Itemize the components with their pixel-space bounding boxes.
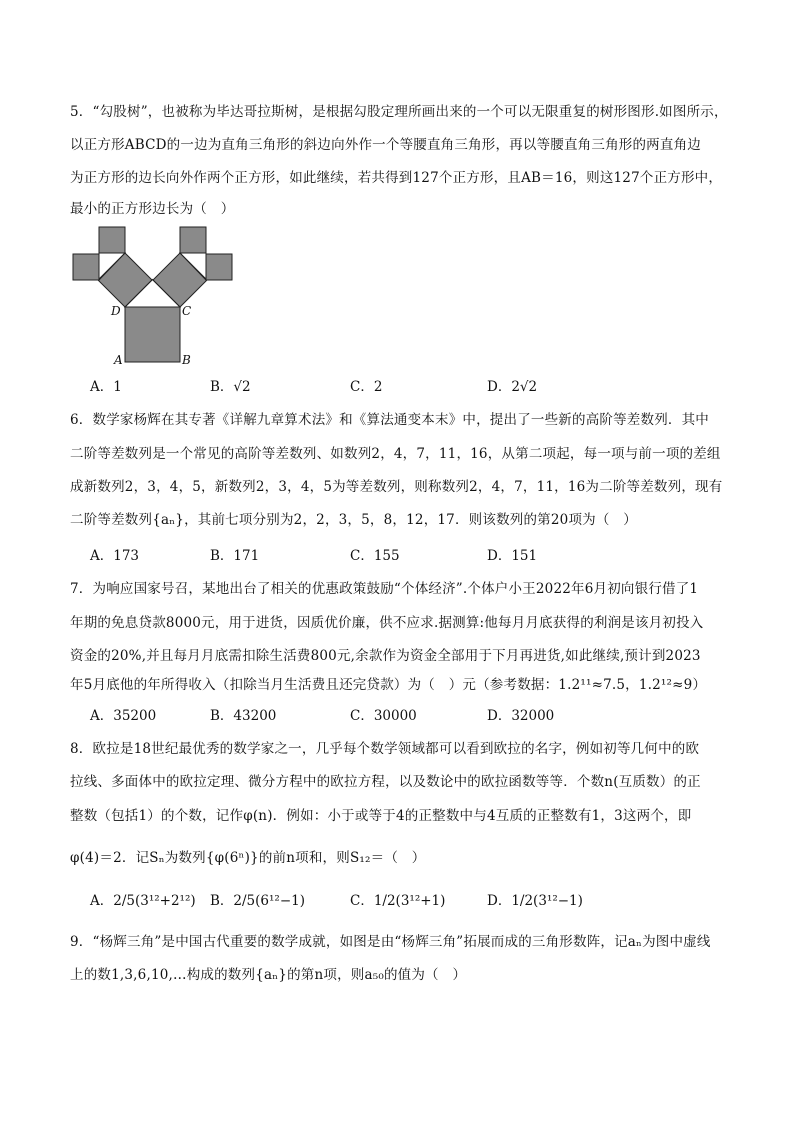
q8-option-b: B．2/5(6¹²−1) [210, 893, 305, 909]
label-c: C [182, 304, 192, 318]
label-b: B [182, 353, 191, 367]
q7-line-2: 年期的免息贷款8000元，用于进货，因质优价廉，供不应求.据测算:他每月月底获得的利润是该月初投入 [70, 615, 704, 631]
label-a: A [114, 353, 123, 367]
q7-line-4: 年5月底他的年所得收入（扣除当月生活费且还完贷款）为（ ）元（参考数据：1.2¹¹≈7.5，1.2¹²≈9） [70, 677, 707, 693]
q6-line-4: 二阶等差数列{aₙ}，其前七项分别为2，2，3，5，8，12，17．则该数列的第20项为（ ） [70, 512, 637, 528]
q6-option-b: B．171 [210, 548, 260, 564]
q7-line-1: 7．为响应国家号召，某地出台了相关的优惠政策鼓励“个体经济”.个体户小王2022年6月初向银行借了1 [70, 581, 699, 597]
square-small-2 [99, 227, 125, 253]
q5-option-b: B．√2 [210, 379, 251, 395]
square-abcd [125, 307, 180, 362]
q7-option-c: C．30000 [350, 708, 417, 724]
q8-line-3: 整数（包括1）的个数，记作φ(n)．例如：小于或等于4的正整数中与4互质的正整数有1，3这两个，即 [70, 808, 692, 824]
q9-line-1: 9．“杨辉三角”是中国古代重要的数学成就，如图是由“杨辉三角”拓展而成的三角形数阵，记aₙ为图中虚线 [70, 934, 711, 950]
q5-line-1: 5．“勾股树”，也被称为毕达哥拉斯树，是根据勾股定理所画出来的一个可以无限重复的树形图形.如图所示， [70, 104, 728, 120]
pythagoras-tree-figure [70, 225, 240, 375]
q8-option-d: D．1/2(3¹²−1) [487, 893, 583, 909]
q5-option-a: A．1 [90, 379, 122, 395]
q5-line-4: 最小的正方形边长为（ ） [70, 201, 235, 217]
q8-line-1: 8．欧拉是18世纪最优秀的数学家之一，几乎每个数学领域都可以看到欧拉的名字，例如初等几何中的欧 [70, 741, 700, 757]
q5-line-3: 为正方形的边长向外作两个正方形，如此继续，若共得到127个正方形，且AB＝16，则这127个正方形中， [70, 170, 723, 186]
q7-line-3: 资金的20%,并且每月月底需扣除生活费800元,余款作为资金全部用于下月再进货,如此继续,预计到2023 [70, 648, 701, 664]
label-d: D [111, 304, 121, 318]
q7-option-b: B．43200 [210, 708, 277, 724]
q6-line-2: 二阶等差数列是一个常见的高阶等差数列、如数列2，4，7，11，16，从第二项起，每一项与前一项的差组 [70, 446, 721, 462]
q6-line-1: 6．数学家杨辉在其专著《详解九章算术法》和《算法通变本末》中，提出了一些新的高阶等差数列．其中 [70, 412, 709, 428]
q8-line-4: φ(4)＝2．记Sₙ为数列{φ(6ⁿ)}的前n项和，则S₁₂＝（ ） [70, 850, 426, 866]
q7-option-d: D．32000 [487, 708, 555, 724]
square-right-mid [153, 253, 207, 307]
q8-option-c: C．1/2(3¹²+1) [350, 893, 446, 909]
q6-option-c: C．155 [350, 548, 400, 564]
q6-option-d: D．151 [487, 548, 538, 564]
q6-option-a: A．173 [90, 548, 140, 564]
square-small-1 [73, 254, 99, 280]
q5-line-2: 以正方形ABCD的一边为直角三角形的斜边向外作一个等腰直角三角形，再以等腰直角三角形的两直角边 [70, 137, 701, 153]
q5-option-c: C．2 [350, 379, 383, 395]
square-left-mid [98, 253, 152, 307]
q8-line-2: 拉线、多面体中的欧拉定理、微分方程中的欧拉方程，以及数论中的欧拉函数等等．个数n(互质数）的正 [70, 774, 701, 790]
q8-option-a: A．2/5(3¹²+2¹²) [90, 893, 196, 909]
square-small-4 [206, 254, 232, 280]
q6-line-3: 成新数列2，3，4，5，新数列2，3，4，5为等差数列，则称数列2，4，7，11，16为二阶等差数列，现有 [70, 479, 723, 495]
square-small-3 [180, 227, 206, 253]
q9-line-2: 上的数1,3,6,10,…构成的数列{aₙ}的第n项，则a₅₀的值为（ ） [70, 967, 467, 983]
q5-option-d: D．2√2 [487, 379, 538, 395]
q7-option-a: A．35200 [90, 708, 157, 724]
